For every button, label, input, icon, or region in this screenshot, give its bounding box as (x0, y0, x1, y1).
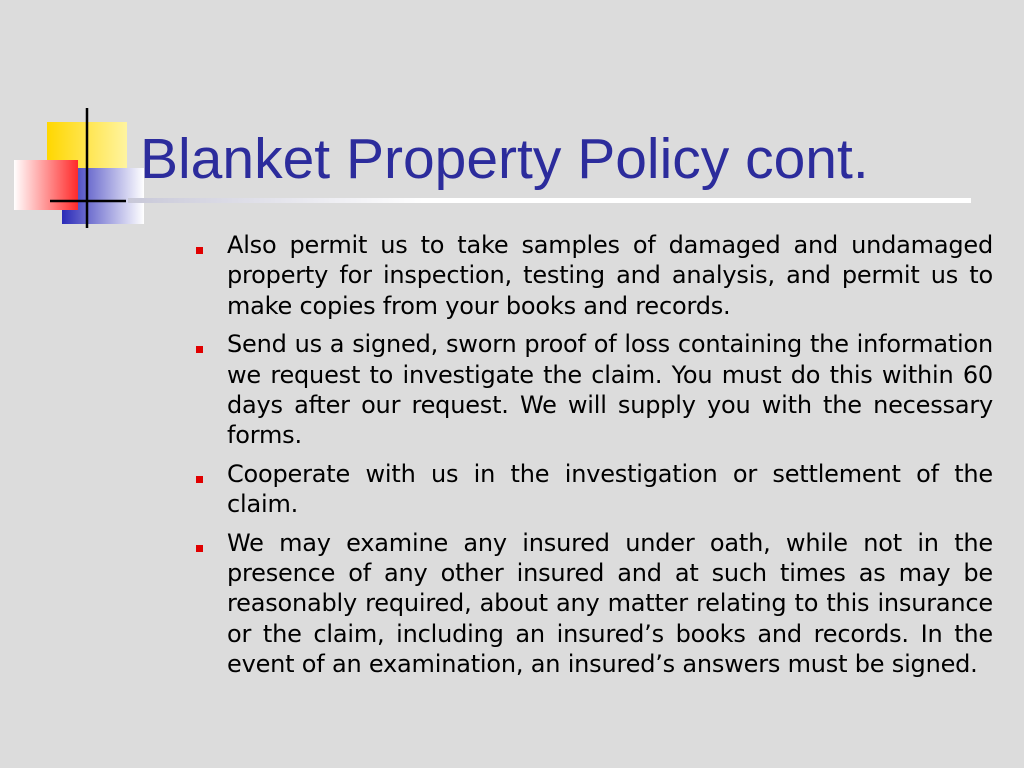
logo-red-square (14, 160, 78, 210)
bullet-square-icon (196, 346, 203, 353)
bullet-square-icon (196, 476, 203, 483)
bullet-text: Send us a signed, sworn proof of loss containing the information we request to investigate the claim. You must do this within 60 days after our request. We will supply you with the necessary forms. (227, 330, 993, 450)
bullet-item (193, 230, 993, 321)
title-underline (128, 198, 971, 203)
bullet-square-icon (196, 545, 203, 552)
bullet-list (193, 230, 993, 688)
bullet-text: Cooperate with us in the investigation or settlement of the claim. (227, 459, 993, 519)
bullet-square-icon (196, 247, 203, 254)
bullet-text: We may examine any insured under oath, while not in the presence of any other insured and at such times as may be reasonably required, about any matter relating to this insurance or the claim, including an insured’s books and records. In the event of an examination, an insured’s answers must be signed. (227, 528, 993, 679)
bullet-text: Also permit us to take samples of damaged and undamaged property for inspection, testing and analysis, and permit us to make copies from your books and records. (227, 231, 993, 320)
bullet-item (193, 459, 993, 520)
decorative-logo (0, 0, 150, 240)
slide-title: Blanket Property Policy cont. (140, 127, 869, 191)
bullet-item (193, 329, 993, 451)
bullet-item (193, 528, 993, 680)
